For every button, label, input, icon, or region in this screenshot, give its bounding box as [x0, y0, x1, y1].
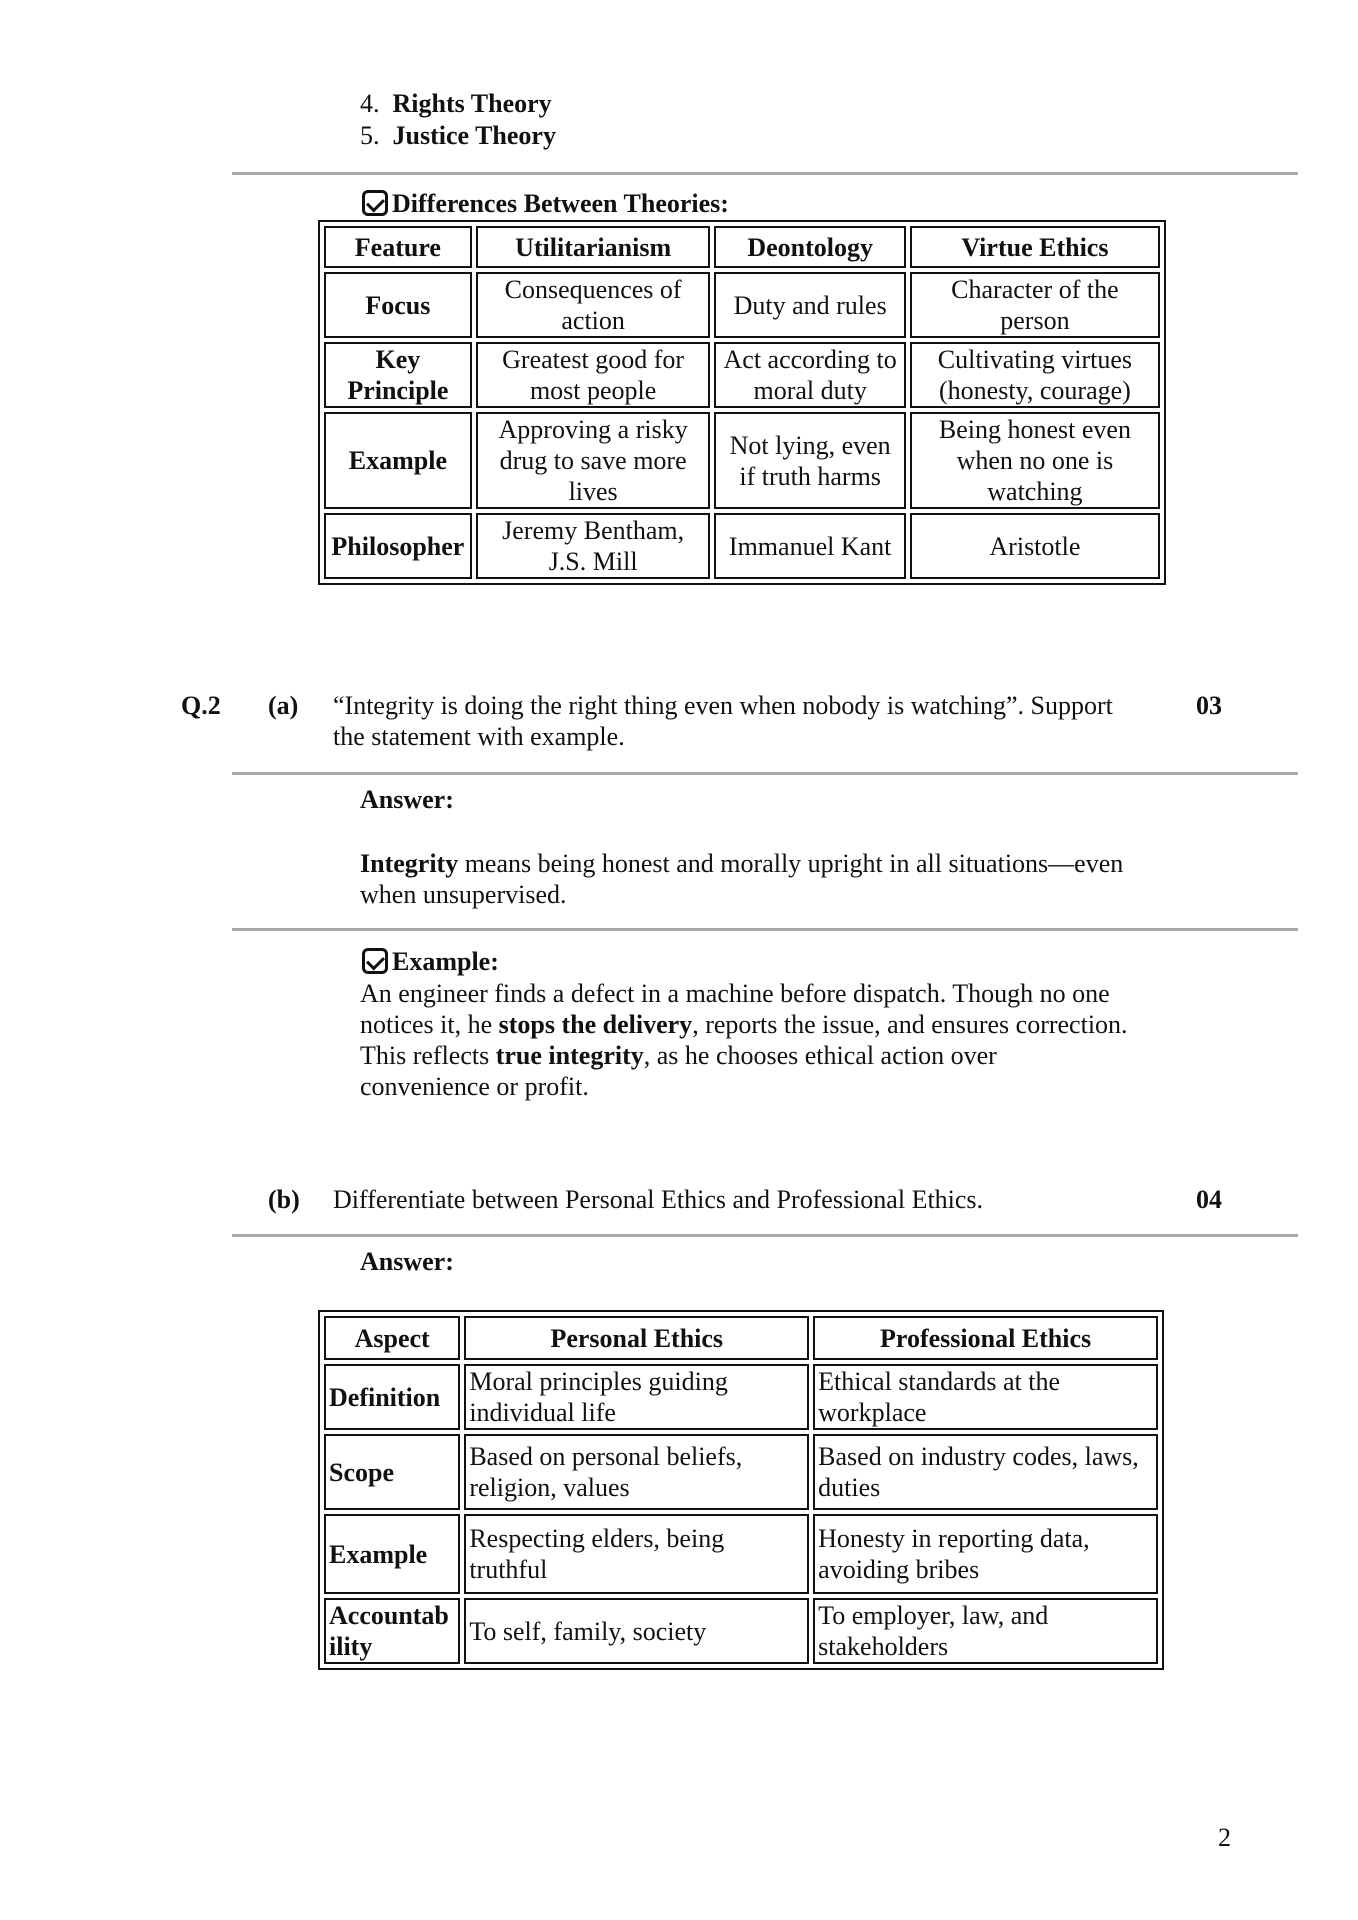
cell: Consequences of action — [476, 272, 711, 338]
cell: Aristotle — [910, 513, 1160, 579]
question-a-text: “Integrity is doing the right thing even when nobody is watching”. Support the statement with example. — [333, 691, 1113, 751]
table-row — [324, 272, 1160, 338]
cell: Act according to moral duty — [714, 342, 905, 408]
table-row — [324, 342, 1160, 408]
answer-a-text: Integrity means being honest and morally upright in all situations—even when unsupervised. — [360, 849, 1124, 909]
header-feature: Feature — [324, 226, 472, 268]
header-utilitarianism: Utilitarianism — [476, 226, 711, 268]
cell: Approving a risky drug to save more lives — [476, 412, 711, 509]
cell-aspect: Scope — [324, 1434, 460, 1510]
header-professional-ethics: Professional Ethics — [813, 1316, 1158, 1360]
answer-a-label: Answer: — [360, 785, 454, 814]
cell: Respecting elders, being truthful — [464, 1514, 809, 1594]
cell: Duty and rules — [714, 272, 905, 338]
question-number: Q.2 — [181, 691, 221, 720]
cell-aspect: Example — [324, 1514, 460, 1594]
cell: Based on industry codes, laws, duties — [813, 1434, 1158, 1510]
table-row — [324, 412, 1160, 509]
question-b-label: (b) — [268, 1185, 300, 1214]
table-row — [324, 1598, 1158, 1664]
cell: Moral principles guiding individual life — [464, 1364, 809, 1430]
theories-table — [318, 220, 1166, 585]
divider — [232, 928, 1298, 931]
cell-aspect: Definition — [324, 1364, 460, 1430]
cell: Greatest good for most people — [476, 342, 711, 408]
cell-feature: Philosopher — [324, 513, 472, 579]
page-number: 2 — [1218, 1823, 1231, 1852]
divider — [232, 772, 1298, 775]
list-item-justice-theory: 5. Justice Theory — [360, 121, 556, 150]
rights-theory-text: Rights Theory — [392, 89, 552, 118]
question-b-marks: 04 — [1196, 1185, 1222, 1214]
checkbox-icon — [362, 190, 388, 216]
table-row — [324, 1364, 1158, 1430]
divider — [232, 1234, 1298, 1237]
cell-feature: Focus — [324, 272, 472, 338]
checkbox-icon — [362, 948, 388, 974]
cell: To employer, law, and stakeholders — [813, 1598, 1158, 1664]
list-item-rights-theory: 4. Rights Theory — [360, 89, 552, 118]
justice-theory-text: Justice Theory — [392, 121, 556, 150]
cell: Being honest even when no one is watching — [910, 412, 1160, 509]
cell-feature: Key Principle — [324, 342, 472, 408]
table-row — [324, 1434, 1158, 1510]
question-a-label: (a) — [268, 691, 299, 720]
ethics-table — [318, 1310, 1164, 1670]
table-header-row — [324, 1316, 1158, 1360]
question-a-marks: 03 — [1196, 691, 1222, 720]
cell: Character of the person — [910, 272, 1160, 338]
theories-heading: Differences Between Theories: — [362, 188, 729, 219]
example-heading: Example: — [362, 946, 499, 977]
header-deontology: Deontology — [714, 226, 905, 268]
divider — [232, 172, 1298, 175]
question-b-text: Differentiate between Personal Ethics and Professional Ethics. — [333, 1185, 984, 1214]
table-row — [324, 1514, 1158, 1594]
cell: To self, family, society — [464, 1598, 809, 1664]
cell: Based on personal beliefs, religion, values — [464, 1434, 809, 1510]
cell: Ethical standards at the workplace — [813, 1364, 1158, 1430]
table-header-row — [324, 226, 1160, 268]
header-aspect: Aspect — [324, 1316, 460, 1360]
cell-feature: Example — [324, 412, 472, 509]
header-personal-ethics: Personal Ethics — [464, 1316, 809, 1360]
cell: Jeremy Bentham, J.S. Mill — [476, 513, 711, 579]
answer-b-label: Answer: — [360, 1247, 454, 1276]
cell-aspect: Accountability — [324, 1598, 460, 1664]
table-row — [324, 513, 1160, 579]
example-text: An engineer finds a defect in a machine before dispatch. Though no one notices it, he stops the delivery, reports the issue, and ensures correction. This reflects true integrity, as he chooses ethical action over convenience or profit. — [360, 979, 1128, 1101]
cell: Honesty in reporting data, avoiding bribes — [813, 1514, 1158, 1594]
cell: Immanuel Kant — [714, 513, 905, 579]
header-virtue-ethics: Virtue Ethics — [910, 226, 1160, 268]
cell: Cultivating virtues (honesty, courage) — [910, 342, 1160, 408]
cell: Not lying, even if truth harms — [714, 412, 905, 509]
